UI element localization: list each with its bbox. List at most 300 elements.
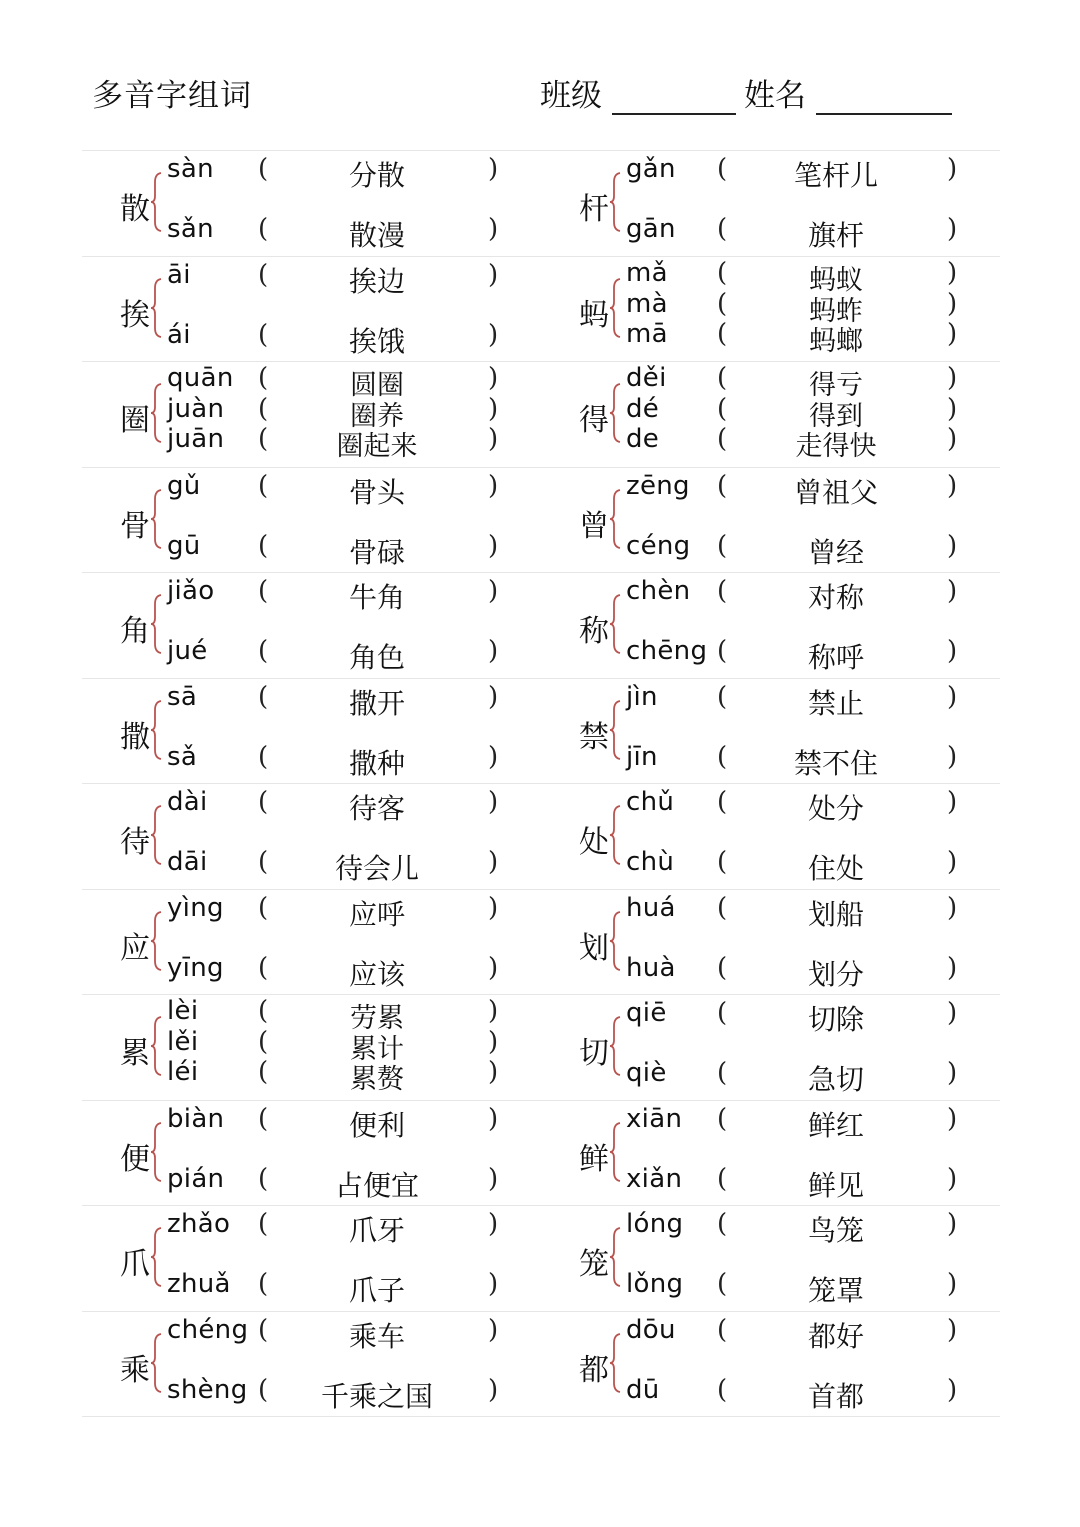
pinyin-label: āi	[167, 259, 191, 290]
polyphone-character: 待	[120, 825, 150, 860]
pinyin-label: lěi	[167, 1027, 199, 1057]
close-paren: )	[488, 259, 499, 290]
close-paren: )	[947, 363, 958, 393]
close-paren: )	[488, 470, 499, 501]
polyphone-group	[82, 1311, 541, 1416]
pinyin-label: mà	[626, 288, 668, 319]
word-answer[interactable]: 劳累	[350, 1003, 404, 1034]
word-answer[interactable]: 称呼	[807, 641, 864, 674]
word-answer[interactable]: 撒种	[348, 746, 405, 780]
polyphone-character: 都	[579, 1352, 609, 1388]
table-row	[82, 1205, 1000, 1310]
pronunciation-entry	[541, 636, 1000, 674]
word-answer[interactable]: 牛角	[348, 581, 405, 614]
table-row	[82, 678, 1000, 783]
close-paren: )	[947, 1163, 958, 1194]
open-paren: (	[258, 319, 269, 350]
polyphone-character: 累	[120, 1036, 150, 1071]
word-answer[interactable]: 骨头	[348, 475, 405, 509]
polyphone-character: 圈	[120, 403, 150, 438]
pronunciation-entry	[82, 363, 541, 401]
polyphone-group	[82, 150, 541, 255]
close-paren: )	[488, 996, 499, 1026]
table-row	[82, 1100, 1000, 1205]
open-paren: (	[258, 154, 269, 184]
word-answer[interactable]: 挨边	[348, 264, 405, 298]
worksheet-title: 多音字组词	[92, 78, 252, 114]
pronunciation-entry	[541, 892, 1000, 931]
polyphone-character: 爪	[120, 1247, 150, 1282]
word-answer[interactable]: 角色	[348, 641, 405, 674]
close-paren: )	[947, 787, 958, 817]
pronunciation-entry	[82, 1027, 541, 1065]
pinyin-label: mǎ	[626, 257, 668, 288]
polyphone-group	[541, 994, 1000, 1099]
pinyin-label: juān	[167, 424, 225, 454]
pronunciation-entry	[541, 530, 1000, 569]
word-answer[interactable]: 走得快	[795, 431, 877, 462]
pinyin-label: gū	[167, 530, 201, 561]
pronunciation-entry	[82, 394, 541, 432]
polyphone-group	[541, 1100, 1000, 1205]
polyphone-group	[541, 678, 1000, 783]
open-paren: (	[717, 1103, 728, 1134]
pinyin-label: lóng	[626, 1209, 684, 1239]
polyphone-character: 骨	[120, 508, 150, 544]
pronunciation-entry	[82, 576, 541, 614]
close-paren: )	[947, 636, 958, 666]
word-answer[interactable]: 圈养	[350, 401, 404, 432]
pinyin-label: lèi	[167, 996, 199, 1026]
name-label: 姓名	[744, 78, 806, 114]
polyphone-character: 便	[120, 1141, 150, 1177]
open-paren: (	[717, 1374, 728, 1405]
open-paren: (	[717, 214, 728, 244]
word-answer[interactable]: 划船	[807, 897, 864, 931]
word-answer[interactable]: 累计	[350, 1034, 404, 1065]
pronunciation-entry	[541, 741, 1000, 780]
open-paren: (	[717, 318, 728, 349]
polyphone-group	[541, 256, 1000, 361]
polyphone-group	[82, 256, 541, 361]
polyphone-group	[541, 467, 1000, 572]
open-paren: (	[717, 847, 728, 877]
open-paren: (	[258, 952, 269, 983]
word-answer[interactable]: 千乘之国	[320, 1379, 433, 1413]
polyphone-character: 杆	[579, 192, 609, 227]
polyphone-character: 散	[120, 192, 150, 227]
open-paren: (	[717, 1269, 728, 1299]
pinyin-label: de	[626, 424, 660, 454]
pinyin-label: léi	[167, 1057, 199, 1087]
name-blank-line[interactable]	[816, 83, 952, 115]
open-paren: (	[258, 741, 269, 772]
pinyin-label: chǔ	[626, 787, 675, 817]
open-paren: (	[717, 470, 728, 501]
close-paren: )	[488, 847, 499, 877]
pronunciation-entry	[541, 998, 1000, 1036]
pinyin-label: dài	[167, 787, 208, 817]
word-answer[interactable]: 乘车	[348, 1319, 405, 1353]
open-paren: (	[717, 1314, 728, 1345]
pronunciation-entry	[541, 952, 1000, 991]
word-answer[interactable]: 曾祖父	[793, 475, 878, 509]
polyphone-group	[541, 783, 1000, 888]
open-paren: (	[258, 470, 269, 501]
word-answer[interactable]: 占便宜	[334, 1168, 419, 1202]
open-paren: (	[258, 1374, 269, 1405]
polyphone-group	[82, 361, 541, 466]
open-paren: (	[717, 787, 728, 817]
close-paren: )	[947, 214, 958, 244]
polyphone-group	[82, 572, 541, 677]
pronunciation-entry	[82, 952, 541, 991]
word-answer[interactable]: 笔杆儿	[793, 159, 878, 192]
close-paren: )	[947, 257, 958, 288]
close-paren: )	[947, 847, 958, 877]
open-paren: (	[258, 576, 269, 606]
word-answer[interactable]: 划分	[807, 957, 864, 991]
pronunciation-entry	[541, 154, 1000, 192]
name-field	[744, 70, 952, 115]
table-row	[82, 1311, 1000, 1416]
polyphone-character: 乘	[120, 1352, 150, 1388]
pinyin-label: chù	[626, 847, 675, 877]
table-row	[82, 889, 1000, 994]
pronunciation-entry	[82, 259, 541, 298]
word-answer[interactable]: 圆圈	[350, 370, 404, 401]
word-answer[interactable]: 切除	[807, 1003, 864, 1036]
pinyin-label: dōu	[626, 1314, 676, 1345]
close-paren: )	[488, 1163, 499, 1194]
pinyin-label: biàn	[167, 1103, 225, 1134]
polyphone-character: 处	[579, 825, 609, 860]
close-paren: )	[947, 1058, 958, 1088]
open-paren: (	[258, 530, 269, 561]
pronunciation-entry	[82, 681, 541, 720]
table-row	[82, 256, 1000, 361]
pronunciation-entry	[82, 1374, 541, 1413]
class-field	[540, 70, 736, 115]
pronunciation-entry	[82, 1163, 541, 1202]
pronunciation-entry	[541, 1374, 1000, 1413]
table-row	[82, 994, 1000, 1099]
open-paren: (	[258, 1209, 269, 1239]
open-paren: (	[717, 394, 728, 424]
pinyin-label: qiè	[626, 1058, 667, 1088]
word-answer[interactable]: 禁止	[807, 686, 864, 720]
close-paren: )	[488, 892, 499, 923]
pinyin-label: xiān	[626, 1103, 683, 1134]
polyphone-group	[82, 678, 541, 783]
word-answer[interactable]: 蚂蚱	[809, 295, 863, 327]
pronunciation-entry	[82, 1269, 541, 1307]
open-paren: (	[258, 394, 269, 424]
pinyin-label: dū	[626, 1374, 660, 1405]
table-row	[82, 572, 1000, 677]
table-row	[82, 150, 1000, 255]
worksheet-header	[0, 0, 1080, 150]
pronunciation-entry	[541, 214, 1000, 252]
pinyin-label: céng	[626, 530, 691, 561]
polyphone-group	[82, 994, 541, 1099]
pronunciation-entry	[82, 996, 541, 1034]
word-answer[interactable]: 都好	[807, 1319, 864, 1353]
pronunciation-entry	[82, 1314, 541, 1353]
close-paren: )	[947, 576, 958, 606]
polyphone-group	[541, 572, 1000, 677]
pinyin-label: yìng	[167, 892, 224, 923]
close-paren: )	[947, 998, 958, 1028]
word-answer[interactable]: 应该	[348, 957, 405, 991]
table-row	[82, 361, 1000, 466]
open-paren: (	[717, 257, 728, 288]
pronunciation-entry	[82, 1209, 541, 1247]
pronunciation-entry	[82, 319, 541, 358]
pronunciation-entry	[541, 394, 1000, 432]
open-paren: (	[258, 847, 269, 877]
open-paren: (	[717, 154, 728, 184]
close-paren: )	[488, 154, 499, 184]
polyphone-group	[541, 889, 1000, 994]
close-paren: )	[488, 1057, 499, 1087]
word-answer[interactable]: 鲜红	[807, 1108, 864, 1142]
close-paren: )	[947, 470, 958, 501]
word-answer[interactable]: 曾经	[807, 535, 864, 569]
close-paren: )	[488, 681, 499, 712]
pinyin-label: gān	[626, 214, 676, 244]
pronunciation-entry	[541, 288, 1000, 327]
word-answer[interactable]: 住处	[807, 852, 864, 885]
pronunciation-entry	[541, 257, 1000, 296]
pronunciation-entry	[541, 1209, 1000, 1247]
close-paren: )	[947, 1314, 958, 1345]
pronunciation-entry	[82, 530, 541, 569]
word-answer[interactable]: 对称	[807, 581, 864, 614]
open-paren: (	[717, 1209, 728, 1239]
polyphone-character: 挨	[120, 297, 150, 333]
open-paren: (	[258, 259, 269, 290]
close-paren: )	[488, 1209, 499, 1239]
polyphone-group	[541, 150, 1000, 255]
open-paren: (	[717, 363, 728, 393]
pinyin-label: shèng	[167, 1374, 248, 1405]
close-paren: )	[488, 1269, 499, 1299]
pronunciation-entry	[541, 470, 1000, 509]
open-paren: (	[717, 681, 728, 712]
close-paren: )	[947, 1103, 958, 1134]
polyphone-character: 得	[579, 403, 609, 438]
pronunciation-entry	[82, 1103, 541, 1142]
word-answer[interactable]: 待会儿	[334, 852, 419, 885]
pronunciation-entry	[82, 214, 541, 252]
close-paren: )	[488, 530, 499, 561]
word-answer[interactable]: 得到	[809, 401, 863, 432]
pronunciation-entry	[82, 787, 541, 825]
pronunciation-entry	[541, 1103, 1000, 1142]
word-answer[interactable]: 蚂螂	[809, 325, 863, 357]
close-paren: )	[947, 1269, 958, 1299]
pinyin-label: gǔ	[167, 470, 201, 501]
pronunciation-entry	[541, 1314, 1000, 1353]
pinyin-label: mā	[626, 318, 668, 349]
close-paren: )	[488, 424, 499, 454]
word-answer[interactable]: 圈起来	[336, 431, 418, 462]
close-paren: )	[488, 394, 499, 424]
word-answer[interactable]: 撒开	[348, 686, 405, 720]
pinyin-label: qiē	[626, 998, 667, 1028]
close-paren: )	[947, 318, 958, 349]
polyphone-character: 鲜	[579, 1141, 609, 1177]
pronunciation-entry	[82, 154, 541, 192]
open-paren: (	[717, 1058, 728, 1088]
close-paren: )	[488, 1374, 499, 1405]
word-answer[interactable]: 骨碌	[348, 535, 405, 569]
polyphone-character: 笼	[579, 1247, 609, 1282]
open-paren: (	[717, 952, 728, 983]
word-answer[interactable]: 便利	[348, 1108, 405, 1142]
word-answer[interactable]: 旗杆	[807, 219, 864, 252]
pinyin-label: juàn	[167, 394, 225, 424]
word-answer[interactable]: 鸟笼	[807, 1214, 864, 1247]
polyphone-character: 划	[579, 930, 609, 966]
pronunciation-entry	[82, 892, 541, 931]
open-paren: (	[258, 214, 269, 244]
close-paren: )	[488, 214, 499, 244]
open-paren: (	[717, 576, 728, 606]
pronunciation-entry	[82, 636, 541, 674]
pronunciation-entry	[541, 1058, 1000, 1096]
polyphone-group	[82, 783, 541, 888]
open-paren: (	[258, 1163, 269, 1194]
close-paren: )	[488, 741, 499, 772]
open-paren: (	[258, 996, 269, 1026]
pinyin-label: zhuǎ	[167, 1269, 231, 1299]
open-paren: (	[717, 998, 728, 1028]
close-paren: )	[488, 576, 499, 606]
polyphone-character: 蚂	[579, 297, 609, 333]
pronunciation-entry	[541, 424, 1000, 462]
open-paren: (	[258, 1269, 269, 1299]
pinyin-label: chèn	[626, 576, 691, 606]
open-paren: (	[717, 1163, 728, 1194]
close-paren: )	[488, 952, 499, 983]
word-answer[interactable]: 处分	[807, 792, 864, 825]
open-paren: (	[717, 424, 728, 454]
pronunciation-entry	[541, 576, 1000, 614]
close-paren: )	[947, 1374, 958, 1405]
pinyin-label: huà	[626, 952, 676, 983]
pronunciation-entry	[541, 1163, 1000, 1202]
word-answer[interactable]: 散漫	[348, 219, 405, 252]
word-answer[interactable]: 得亏	[809, 370, 863, 401]
pinyin-label: dé	[626, 394, 660, 424]
close-paren: )	[947, 154, 958, 184]
open-paren: (	[258, 681, 269, 712]
pronunciation-entry	[82, 1057, 541, 1095]
polyphone-group	[82, 467, 541, 572]
open-paren: (	[258, 1103, 269, 1134]
pronunciation-entry	[541, 1269, 1000, 1307]
word-answer[interactable]: 蚂蚁	[809, 264, 863, 296]
close-paren: )	[488, 636, 499, 666]
pinyin-label: xiǎn	[626, 1163, 683, 1194]
polyphone-group	[82, 889, 541, 994]
pronunciation-entry	[82, 470, 541, 509]
table-row	[82, 783, 1000, 888]
pinyin-label: dāi	[167, 847, 208, 877]
polyphone-character: 称	[579, 614, 609, 649]
pinyin-label: ái	[167, 319, 191, 350]
polyphone-group	[541, 1205, 1000, 1310]
open-paren: (	[258, 424, 269, 454]
pinyin-label: chēng	[626, 636, 708, 666]
pinyin-label: quān	[167, 363, 234, 393]
word-answer[interactable]: 挨饿	[348, 324, 405, 358]
polyphone-group	[82, 1100, 541, 1205]
open-paren: (	[258, 1057, 269, 1087]
row-divider	[82, 1416, 1000, 1417]
polyphone-group	[82, 1205, 541, 1310]
pronunciation-entry	[541, 847, 1000, 885]
close-paren: )	[947, 741, 958, 772]
word-answer[interactable]: 爪牙	[348, 1214, 405, 1247]
pronunciation-entry	[82, 741, 541, 780]
word-answer[interactable]: 笼罩	[807, 1274, 864, 1307]
open-paren: (	[258, 363, 269, 393]
open-paren: (	[258, 636, 269, 666]
pinyin-label: sàn	[167, 154, 214, 184]
open-paren: (	[717, 741, 728, 772]
word-answer[interactable]: 鲜见	[807, 1168, 864, 1202]
close-paren: )	[488, 1027, 499, 1057]
pronunciation-entry	[541, 363, 1000, 401]
word-answer[interactable]: 急切	[807, 1063, 864, 1096]
pinyin-label: sǎn	[167, 214, 214, 244]
word-answer[interactable]: 应呼	[348, 897, 405, 931]
word-answer[interactable]: 分散	[348, 159, 405, 192]
close-paren: )	[947, 892, 958, 923]
close-paren: )	[947, 394, 958, 424]
pronunciation-entry	[82, 847, 541, 885]
word-answer[interactable]: 禁不住	[793, 746, 878, 780]
close-paren: )	[488, 1103, 499, 1134]
open-paren: (	[258, 787, 269, 817]
class-blank-line[interactable]	[612, 83, 736, 115]
open-paren: (	[258, 892, 269, 923]
open-paren: (	[717, 530, 728, 561]
pronunciation-entry	[82, 424, 541, 462]
pinyin-label: huá	[626, 892, 676, 923]
pinyin-label: yīng	[167, 952, 224, 983]
close-paren: )	[488, 1314, 499, 1345]
pronunciation-entry	[541, 681, 1000, 720]
pinyin-label: zhǎo	[167, 1209, 231, 1239]
word-answer[interactable]: 爪子	[348, 1274, 405, 1307]
open-paren: (	[258, 1027, 269, 1057]
pinyin-label: zēng	[626, 470, 690, 501]
word-answer[interactable]: 首都	[807, 1379, 864, 1413]
word-answer[interactable]: 待客	[348, 792, 405, 825]
open-paren: (	[258, 1314, 269, 1345]
pinyin-label: chéng	[167, 1314, 249, 1345]
close-paren: )	[488, 319, 499, 350]
word-answer[interactable]: 累赘	[350, 1064, 404, 1095]
pinyin-label: gǎn	[626, 154, 676, 184]
open-paren: (	[717, 636, 728, 666]
polyphone-group	[541, 1311, 1000, 1416]
pronunciation-entry	[541, 318, 1000, 357]
